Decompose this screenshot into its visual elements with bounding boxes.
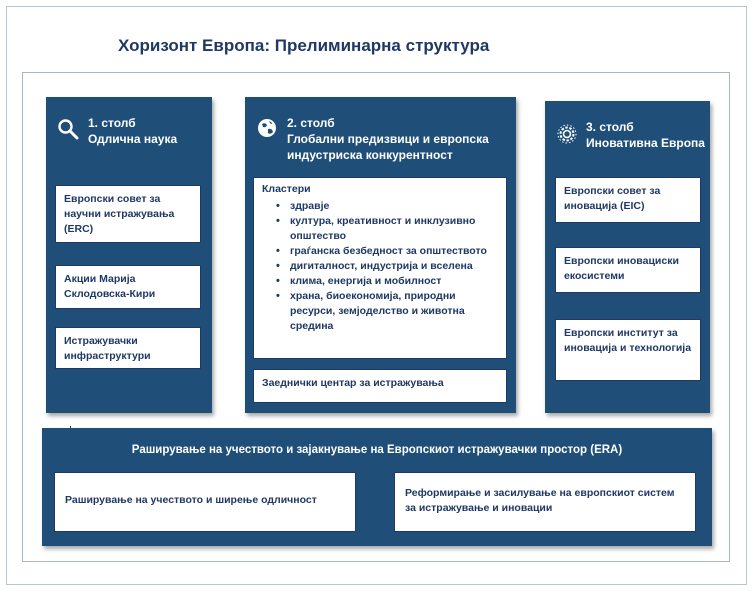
pillar-2-number: 2. столб [287, 116, 335, 130]
pillar-3-item: Европски институт за иновација и технологија [555, 319, 701, 381]
pillar-2 [245, 97, 516, 413]
pillar-3-item: Европски иновациски екосистеми [555, 247, 701, 293]
cluster-item: • клима, енергија и мобилност [276, 274, 498, 289]
era-title: Раширување на учеството и зајакнување на Европскиот истражувачки простор (ERA) [131, 444, 623, 456]
cluster-item: • храна, биоекономија, природни ресурси, земјоделство и животна средина [276, 289, 498, 334]
pillar-2-header [287, 115, 507, 163]
era-right-box: Реформирање и засилување на европскиот систем за истражување и иновации [394, 472, 696, 532]
pillar-1-name: Одлична наука [88, 132, 178, 146]
clusters-box [253, 177, 507, 359]
pillar-1-header [88, 115, 177, 147]
cluster-item: • дигиталност, индустрија и вселена [276, 259, 498, 274]
era-band [42, 428, 712, 546]
pillar-1-item: Акции Марија Склодовска-Кири [55, 265, 201, 309]
pillar-3-name: Иновативна Европа [586, 136, 705, 150]
globe-icon [256, 117, 278, 139]
cluster-item: • граѓанска безбедност за општеството [276, 244, 498, 259]
pillar-3 [545, 101, 710, 413]
diagram-title: Хоризонт Европа: Прелиминарна структура [118, 36, 490, 55]
pillar-1 [46, 97, 212, 413]
era-left-box: Раширување на учеството и ширење одличност [54, 472, 356, 532]
jrc-box: Заеднички центар за истражувања [253, 369, 507, 403]
pillar-3-number: 3. столб [586, 120, 634, 134]
pillar-1-number: 1. столб [88, 116, 136, 130]
pillar-2-name: Глобални предизвици и европска индустриска конкурентност [287, 132, 489, 162]
pillar-3-item: Европски совет за иновација (EIC) [555, 177, 701, 223]
magnifier-icon [56, 117, 80, 141]
pillar-1-item: Европски совет за научни истражувања (ERC) [55, 185, 201, 243]
cluster-item: • култура, креативност и инклузивно општество [276, 214, 498, 244]
cluster-item: • здравје [276, 199, 498, 214]
gear-icon [556, 123, 578, 145]
clusters-list [262, 199, 498, 334]
clusters-heading: Кластери [262, 183, 311, 195]
pillar-3-header [586, 119, 705, 151]
pillar-1-item: Истражувачки инфраструктури [55, 327, 201, 369]
